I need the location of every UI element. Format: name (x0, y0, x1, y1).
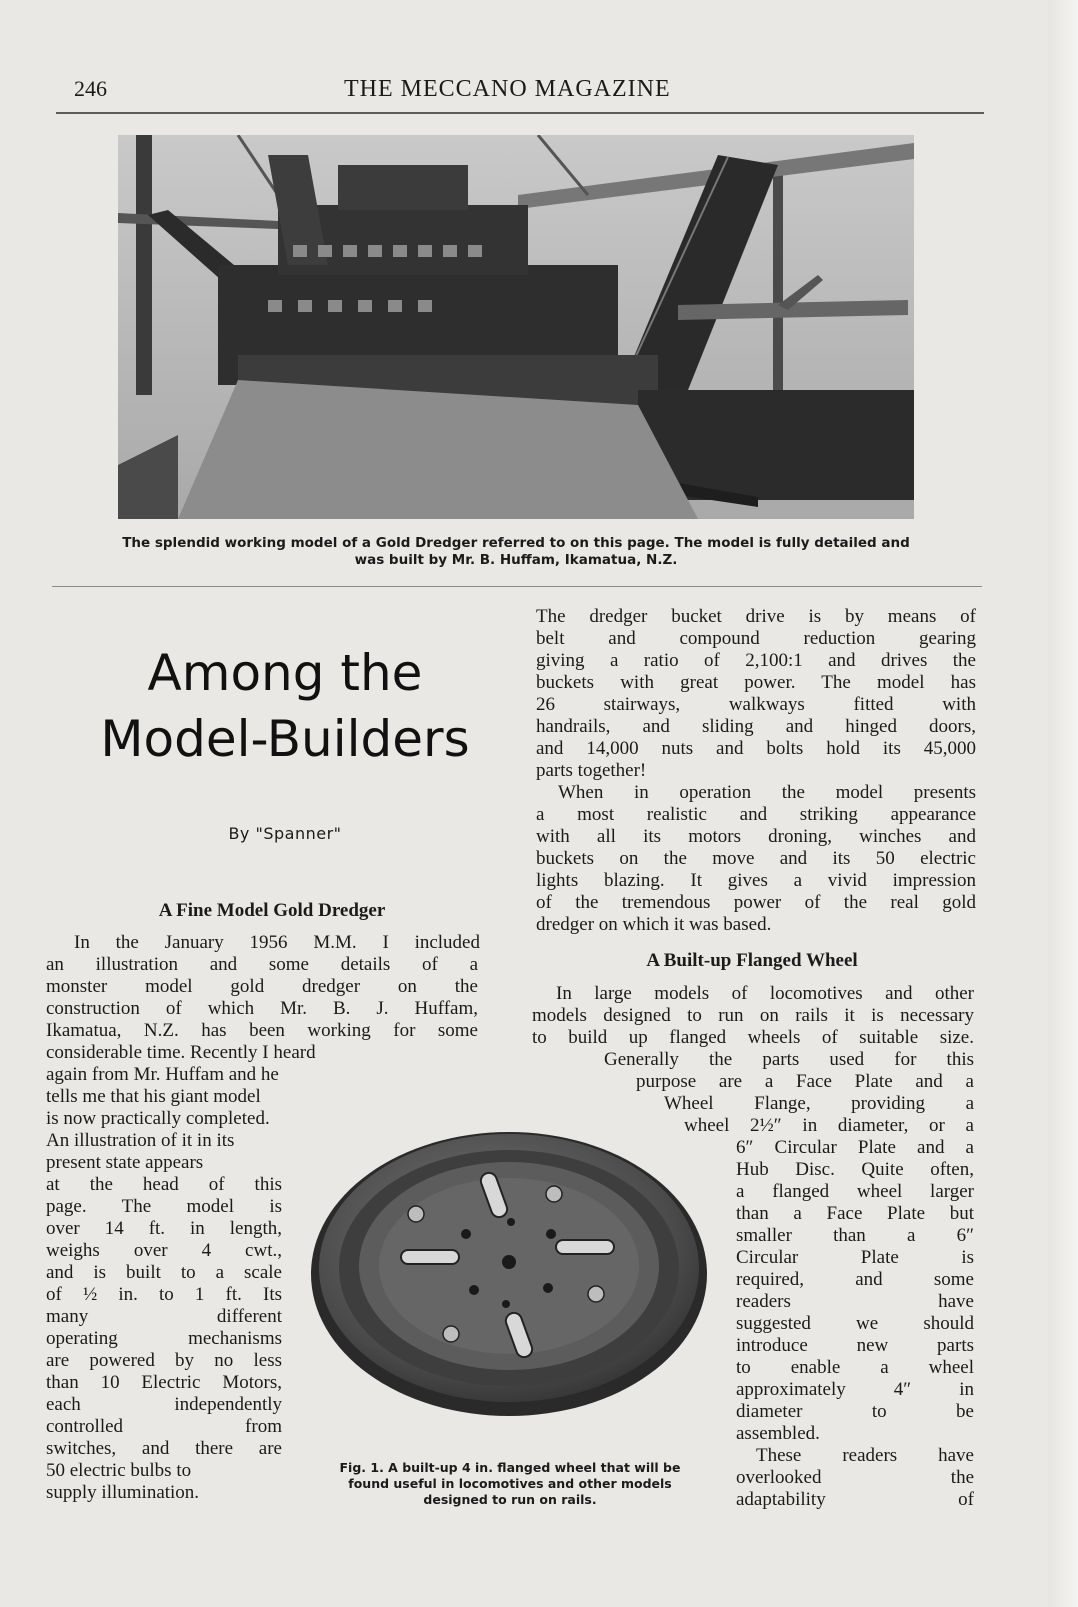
text-line: giving a ratio of 2,100:1 and drives the (536, 650, 976, 671)
section-rule (52, 586, 982, 587)
figure-caption: Fig. 1. A built-up 4 in. flanged wheel that will be found useful in locomotives and other models designed to run on rails. (339, 1460, 681, 1507)
text-line: The dredger bucket drive is by means of (536, 606, 976, 627)
text-line: monster model gold dredger on the (46, 976, 478, 997)
text-line: 26 stairways, walkways fitted with (536, 694, 976, 715)
text-line: These readers have (756, 1445, 974, 1466)
text-line: than 10 Electric Motors, (46, 1372, 282, 1393)
text-line: of ½ in. to 1 ft. Its (46, 1284, 282, 1305)
text-line: are powered by no less (46, 1350, 282, 1371)
text-line: When in operation the model presents (558, 782, 976, 803)
title-line-1: Among the (147, 644, 423, 702)
section-heading-flanged-wheel: A Built-up Flanged Wheel (646, 950, 858, 971)
text-line: handrails, and sliding and hinged doors, (536, 716, 976, 737)
text-line: buckets with great power. The model has (536, 672, 976, 693)
text-line: An illustration of it in its (46, 1130, 235, 1151)
text-line: over 14 ft. in length, (46, 1218, 282, 1239)
magazine-title: THE MECCANO MAGAZINE (344, 76, 671, 102)
flanged-wheel-photo (306, 1122, 712, 1422)
text-line: lights blazing. It gives a vivid impression (536, 870, 976, 891)
text-line: In large models of locomotives and other (556, 983, 974, 1004)
text-line: 6″ Circular Plate and a (736, 1137, 974, 1158)
text-line: readers have (736, 1291, 974, 1312)
text-line: of the tremendous power of the real gold (536, 892, 976, 913)
text-line: each independently (46, 1394, 282, 1415)
text-line: wheel 2½″ in diameter, or a (684, 1115, 974, 1136)
text-line: approximately 4″ in (736, 1379, 974, 1400)
text-line: a flanged wheel larger (736, 1181, 974, 1202)
text-line: an illustration and some details of a (46, 954, 478, 975)
section-heading-dredger: A Fine Model Gold Dredger (158, 900, 386, 921)
text-line: smaller than a 6″ (736, 1225, 974, 1246)
text-line: Generally the parts used for this (604, 1049, 974, 1070)
text-line: construction of which Mr. B. J. Huffam, (46, 998, 478, 1019)
text-line: weighs over 4 cwt., (46, 1240, 282, 1261)
text-line: suggested we should (736, 1313, 974, 1334)
text-line: In the January 1956 M.M. I included (74, 932, 480, 953)
text-line: many different (46, 1306, 282, 1327)
text-line: buckets on the move and its 50 electric (536, 848, 976, 869)
page-edge-shadow (1048, 0, 1078, 1607)
text-line: dredger on which it was based. (536, 914, 772, 935)
text-line: a most realistic and striking appearance (536, 804, 976, 825)
byline: By "Spanner" (228, 824, 342, 843)
text-line: than a Face Plate but (736, 1203, 974, 1224)
text-line: switches, and there are (46, 1438, 282, 1459)
text-line: parts together! (536, 760, 647, 781)
text-line: required, and some (736, 1269, 974, 1290)
header-rule (56, 112, 984, 114)
text-line: present state appears (46, 1152, 204, 1173)
text-line: operating mechanisms (46, 1328, 282, 1349)
gold-dredger-photo (118, 135, 914, 519)
text-line: assembled. (736, 1423, 820, 1444)
text-line: with all its motors droning, winches and (536, 826, 976, 847)
text-line: Ikamatua, N.Z. has been working for some (46, 1020, 478, 1041)
text-line: Hub Disc. Quite often, (736, 1159, 974, 1180)
text-line: diameter to be (736, 1401, 974, 1422)
text-line: 50 electric bulbs to (46, 1460, 192, 1481)
text-line: to enable a wheel (736, 1357, 974, 1378)
text-line: tells me that his giant model (46, 1086, 261, 1107)
text-line: Wheel Flange, providing a (664, 1093, 974, 1114)
text-line: controlled from (46, 1416, 282, 1437)
text-line: introduce new parts (736, 1335, 974, 1356)
text-line: supply illumination. (46, 1482, 200, 1503)
photo-caption: The splendid working model of a Gold Dredger referred to on this page. The model is fully detailed and was built by Mr. B. Huffam, Ikamatua, N.Z. (122, 535, 910, 568)
text-line: adaptability of (736, 1489, 974, 1510)
text-line: to build up flanged wheels of suitable size. (532, 1027, 974, 1048)
article-title (60, 640, 510, 772)
text-line: and 14,000 nuts and bolts hold its 45,000 (536, 738, 976, 759)
text-line: belt and compound reduction gearing (536, 628, 976, 649)
text-line: and is built to a scale (46, 1262, 282, 1283)
page-number: 246 (74, 76, 107, 101)
page-header (74, 76, 982, 106)
text-line: overlooked the (736, 1467, 974, 1488)
text-line: models designed to run on rails it is necessary (532, 1005, 974, 1026)
text-line: is now practically completed. (46, 1108, 270, 1129)
text-line: considerable time. Recently I heard (46, 1042, 316, 1063)
text-line: again from Mr. Huffam and he (46, 1064, 279, 1085)
title-line-2: Model-Builders (100, 710, 470, 768)
text-line: purpose are a Face Plate and a (636, 1071, 974, 1092)
text-line: page. The model is (46, 1196, 282, 1217)
text-line: Circular Plate is (736, 1247, 974, 1268)
text-line: at the head of this (46, 1174, 282, 1195)
